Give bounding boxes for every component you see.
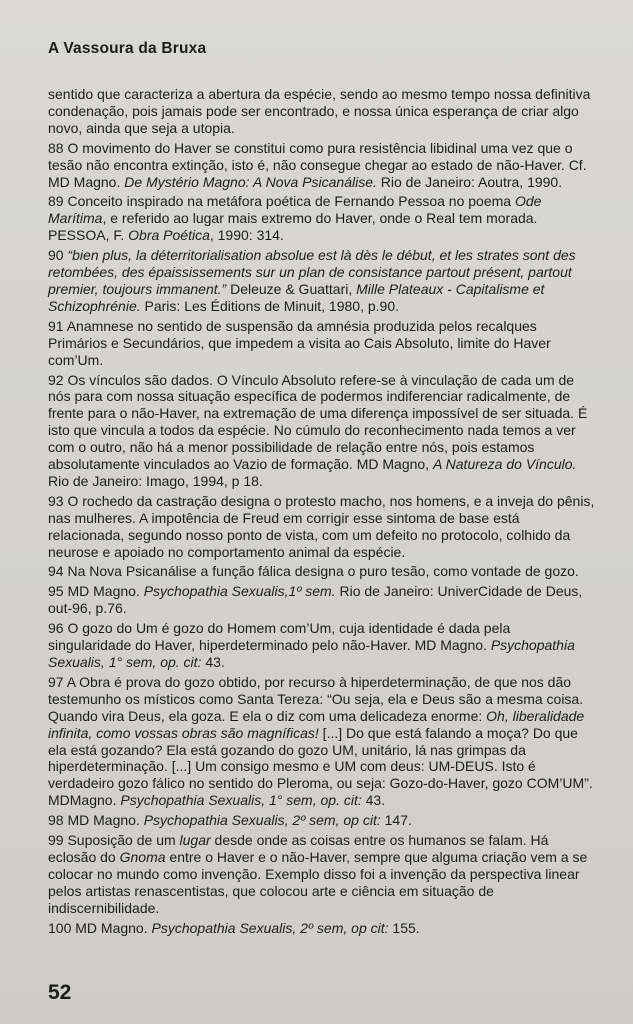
endnote-93: 93 O rochedo da castração designa o protesto macho, nos homens, e a inveja do pênis, nas mulheres. A impotência de Freud em corrigir esse sintoma de base está relacionada, segundo nosso ponto de vista, com um defeito no protocolo, colhido da neurose e apoiado no comportamento animal da espécie. [48, 492, 595, 560]
endnote-92: 92 Os vínculos são dados. O Vínculo Absoluto refere-se à vinculação de cada um de nós para com nossa situação específica de podermos indiferenciar radicalmente, de frente para o não-Haver, na extremação de uma diferença impossível de ser situada. É isto que vincula a todos da espécie. No cúmulo do reconhecimento nada temos a ver com o outro, não há a menor possibilidade de relação entre nós, pois estamos absolutamente vinculados ao Vazio de formação. MD Magno, A Natureza do Vínculo. Rio de Janeiro: Imago, 1994, p 18. [48, 371, 588, 489]
endnote-88: 88 O movimento do Haver se constitui como pura resistência libidinal uma vez que o tesão não encontra extinção, isto é, não consegue chegar ao estado de não-Haver. Cf. MD Magno. De Mystério Magno: A Nova Psicanálise. Rio de Janeiro: Aoutra, 1990. [48, 139, 587, 190]
endnote-96: 96 O gozo do Um é gozo do Homem com’Um, cuja identidade é dada pela singularidade do Haver, hiperdeterminado pelo não-Haver. MD Magno. Psychopathia Sexualis, 1° sem, op. cit: 43. [48, 620, 575, 670]
endnote-98: 98 MD Magno. Psychopathia Sexualis, 2º sem, op cit: 147. [48, 812, 412, 829]
endnote-99: 99 Suposição de um lugar desde onde as coisas entre os humanos se falam. Há eclosão do Gnoma entre o Haver e o não-Haver, sempre que alguma criação vem a se colocar no mundo como invenção. Exemplo disso foi a invenção da perspectiva linear pelos artistas renascentistas, que colocou arte e ciência em situação de indiscernibilidade. [48, 832, 588, 916]
note-continuation: sentido que caracteriza a abertura da espécie, sendo ao mesmo tempo nossa definitiva condenação, pois jamais pode ser encontrado, e nossa única esperança de criar algo novo, ainda que seja a utopia. [48, 86, 591, 136]
endnote-94: 94 Na Nova Psicanálise a função fálica designa o puro tesão, como vontade de gozo. [48, 563, 579, 580]
endnote-97: 97 A Obra é prova do gozo obtido, por recurso à hiperdeterminação, de que nos dão testemunho os místicos como Santa Tereza: “Ou seja, ela e Deus são a mesma coisa. Quando vira Deus, ela goza. E ela o diz com uma delicadeza enorme: Oh, liberalidade infinita, como vossas obras são magníficas! [...] Do que está falando a moça? Do que ela está gozando? Ela está gozando do gozo UM, unitário, lá nas grimpas da hiperdeterminação. [...] Um consigo mesmo e UM com deus: UM-DEUS. Isto é verdadeiro gozo fálico no sentido do Pleroma, ou seja: Gozo-do-Haver, gozo COM’UM”. MDMagno. Psychopathia Sexualis, 1° sem, op. cit: 43. [48, 673, 593, 809]
endnote-100: 100 MD Magno. Psychopathia Sexualis, 2º sem, op cit: 155. [48, 919, 420, 936]
endnote-95: 95 MD Magno. Psychopathia Sexualis,1º sem. Rio de Janeiro: UniverCidade de Deus, out-96, p.76. [48, 583, 583, 617]
endnote-91: 91 Anamnese no sentido de suspensão da amnésia produzida pelos recalques Primários e Secundários, que impedem a visita ao Cais Absoluto, limite do Haver com’Um. [48, 317, 551, 368]
endnote-90: 90 “bien plus, la déterritorialisation absolue est là dès le début, et les strates sont des retombées, des épaississements sur un plan de consistance partout présent, partout premier, toujours immanent.” Deleuze & Guattari, Mille Plateaux - Capitalisme et Schizophrénie. Paris: Les Éditions de Minuit, 1980, p.90. [48, 247, 576, 314]
page-number: 52 [48, 981, 72, 1004]
endnotes-list [48, 86, 596, 940]
endnote-89: 89 Conceito inspirado na metáfora poética de Fernando Pessoa no poema Ode Marítima, e referido ao lugar mais extremo do Haver, onde o Real tem morada. PESSOA, F. Obra Poética, 1990: 314. [48, 193, 542, 244]
running-head: A Vassoura da Bruxa [48, 40, 207, 57]
